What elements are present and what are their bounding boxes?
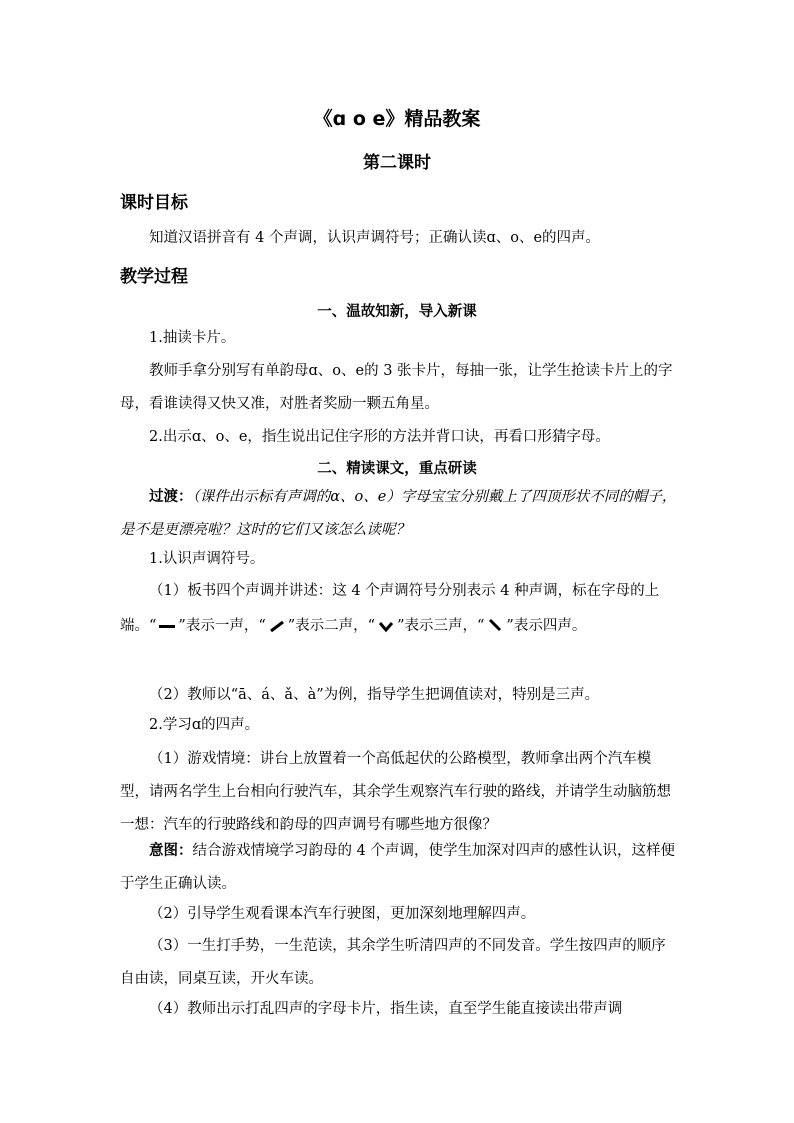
document-title: 《ɑ o e》精品教案 bbox=[313, 108, 481, 130]
tone-mark-falling-icon bbox=[484, 618, 506, 634]
transition-paragraph bbox=[120, 481, 680, 547]
paragraph: 2.学习ɑ的四声。 bbox=[149, 717, 260, 733]
paragraph: 教师手拿分别写有单韵母ɑ、o、e的 3 张卡片，每抽一张，让学生抢读卡片上的字母，看谁读得又快又准，对胜者奖励一颗五角星。 bbox=[120, 363, 673, 412]
intent-label: 意图： bbox=[149, 843, 193, 859]
paragraph: （4）教师出示打乱四声的字母卡片，指生读，直至学生能直接读出带声调 bbox=[149, 1001, 623, 1017]
objectives-heading: 课时目标 bbox=[120, 193, 188, 213]
section-heading-1: 一、温故知新，导入新课 bbox=[317, 304, 477, 320]
tone-mark-dipping-icon bbox=[375, 618, 397, 634]
transition-label: 过渡： bbox=[149, 489, 193, 505]
paragraph: 1.认识声调符号。 bbox=[149, 551, 265, 567]
paragraph: （3）一生打手势，一生范读，其余学生听清四声的不同发音。学生按四声的顺序自由读，同桌互读，开火车读。 bbox=[120, 938, 666, 987]
paragraph: 1.抽读卡片。 bbox=[149, 330, 236, 346]
intent-paragraph bbox=[120, 835, 680, 901]
objectives-text: 知道汉语拼音有 4 个声调，认识声调符号；正确认读ɑ、o、e的四声。 bbox=[149, 230, 601, 246]
process-heading: 教学过程 bbox=[120, 267, 188, 287]
paragraph: （1）游戏情境：讲台上放置着一个高低起伏的公路模型，教师拿出两个汽车模型，请两名学生上台相向行驶汽车，其余学生观察汽车行驶的路线，并请学生动脑筋想一想：汽车的行驶路线和韵母的四声调号有哪些地方很像？ bbox=[120, 751, 671, 833]
section-heading-2: 二、精读课文，重点研读 bbox=[317, 461, 477, 477]
tone-mark-rising-icon bbox=[266, 618, 288, 634]
tone-marks-paragraph: （1）板书四个声调并讲述：这 4 个声调符号分别表示 4 种声调，标在字母的上端。“ ”表示一声，“ ”表示二声，“ ”表示三声，“ ”表示四声。 bbox=[120, 583, 660, 634]
lesson-subtitle: 第二课时 bbox=[363, 153, 431, 173]
paragraph: （2）教师以“ā、á、ǎ、à”为例，指导学生把调值读对，特别是三声。 bbox=[149, 687, 600, 703]
transition-text: （课件出示标有声调的ɑ、o、e）字母宝宝分别戴上了四顶形状不同的帽子，是不是更漂亮啦？这时的它们又该怎么读呢？ bbox=[120, 489, 677, 538]
intent-text: 结合游戏情境学习韵母的 4 个声调，使学生加深对四声的感性认识，这样便于学生正确认读。 bbox=[120, 843, 675, 892]
paragraph: （2）引导学生观看课本汽车行驶图，更加深刻地理解四声。 bbox=[149, 906, 536, 922]
paragraph: 2.出示ɑ、o、e，指生说出记住字形的方法并背口诀，再看口形猜字母。 bbox=[149, 429, 610, 445]
tone-mark-flat-icon bbox=[156, 618, 178, 634]
